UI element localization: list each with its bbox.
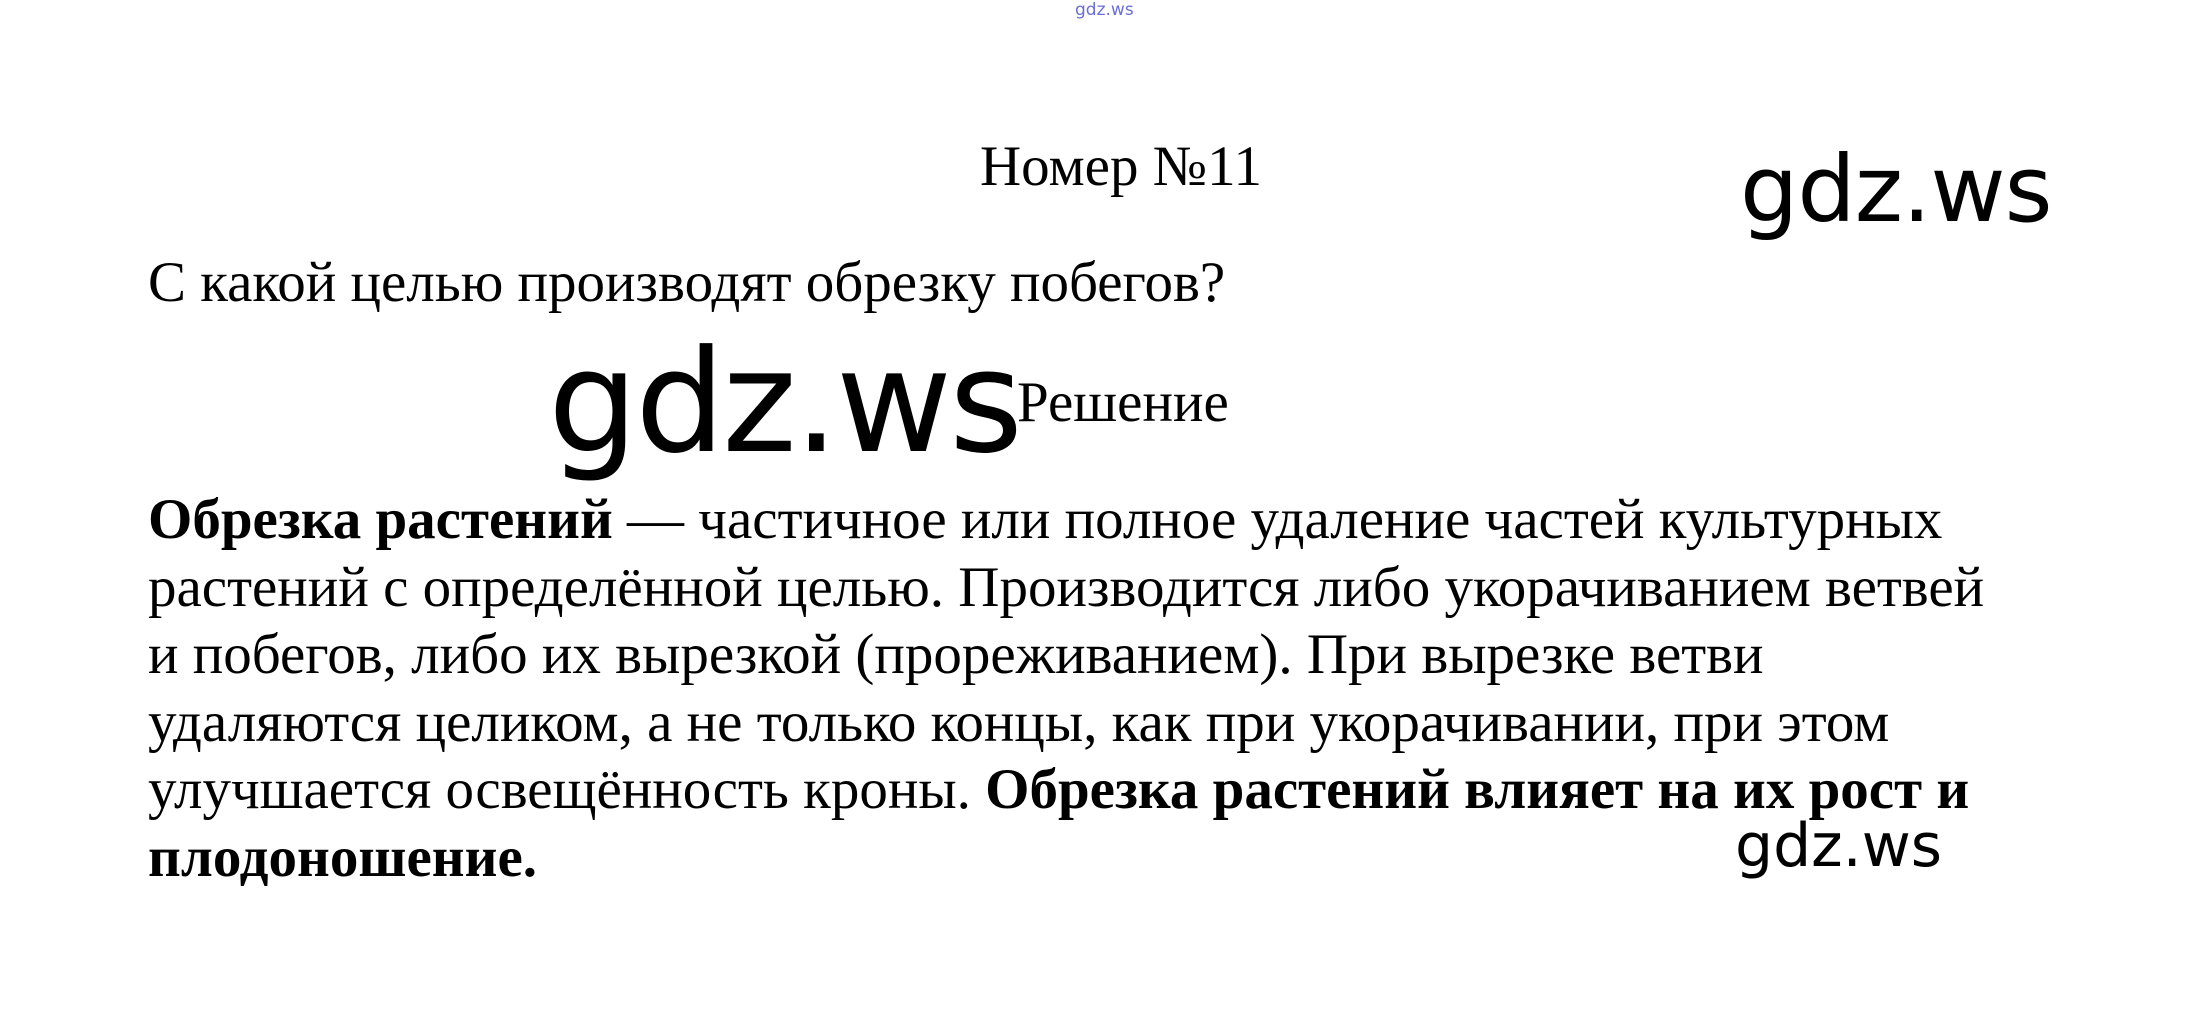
answer-term-bold: Обрезка растений [148,488,613,551]
watermark-tiny-top: gdz.ws [1075,0,1134,20]
answer-line-4: удаляются целиком, а не только концы, как при укорачивании, при этом [148,690,1890,754]
solution-heading: Решение [1017,371,1229,434]
watermark-small-bottom-right: gdz.ws [1735,811,1943,881]
answer-line-2: растений с определённой целью. Производится либо укорачиванием ветвей [148,555,1985,619]
page-title: Номер №11 [980,135,1262,198]
answer-line-1 [148,486,2148,554]
answer-line-3: и побегов, либо их вырезкой (прореживанием). При вырезке ветви [148,623,1764,686]
answer-line-1-rest: — частичное или полное удаление частей культурных [612,488,1943,551]
answer-conclusion-bold: Обрезка растений влияет на их рост и [985,758,1970,821]
question-text: С какой целью производят обрезку побегов? [148,251,1226,314]
watermark-big-top-right: gdz.ws [1740,136,2052,243]
answer-line-5-regular: улучшается освещённость кроны. [148,758,986,821]
watermark-huge-middle: gdz.ws [548,320,1021,485]
answer-conclusion-bold-end: плодоношение. [148,825,538,889]
